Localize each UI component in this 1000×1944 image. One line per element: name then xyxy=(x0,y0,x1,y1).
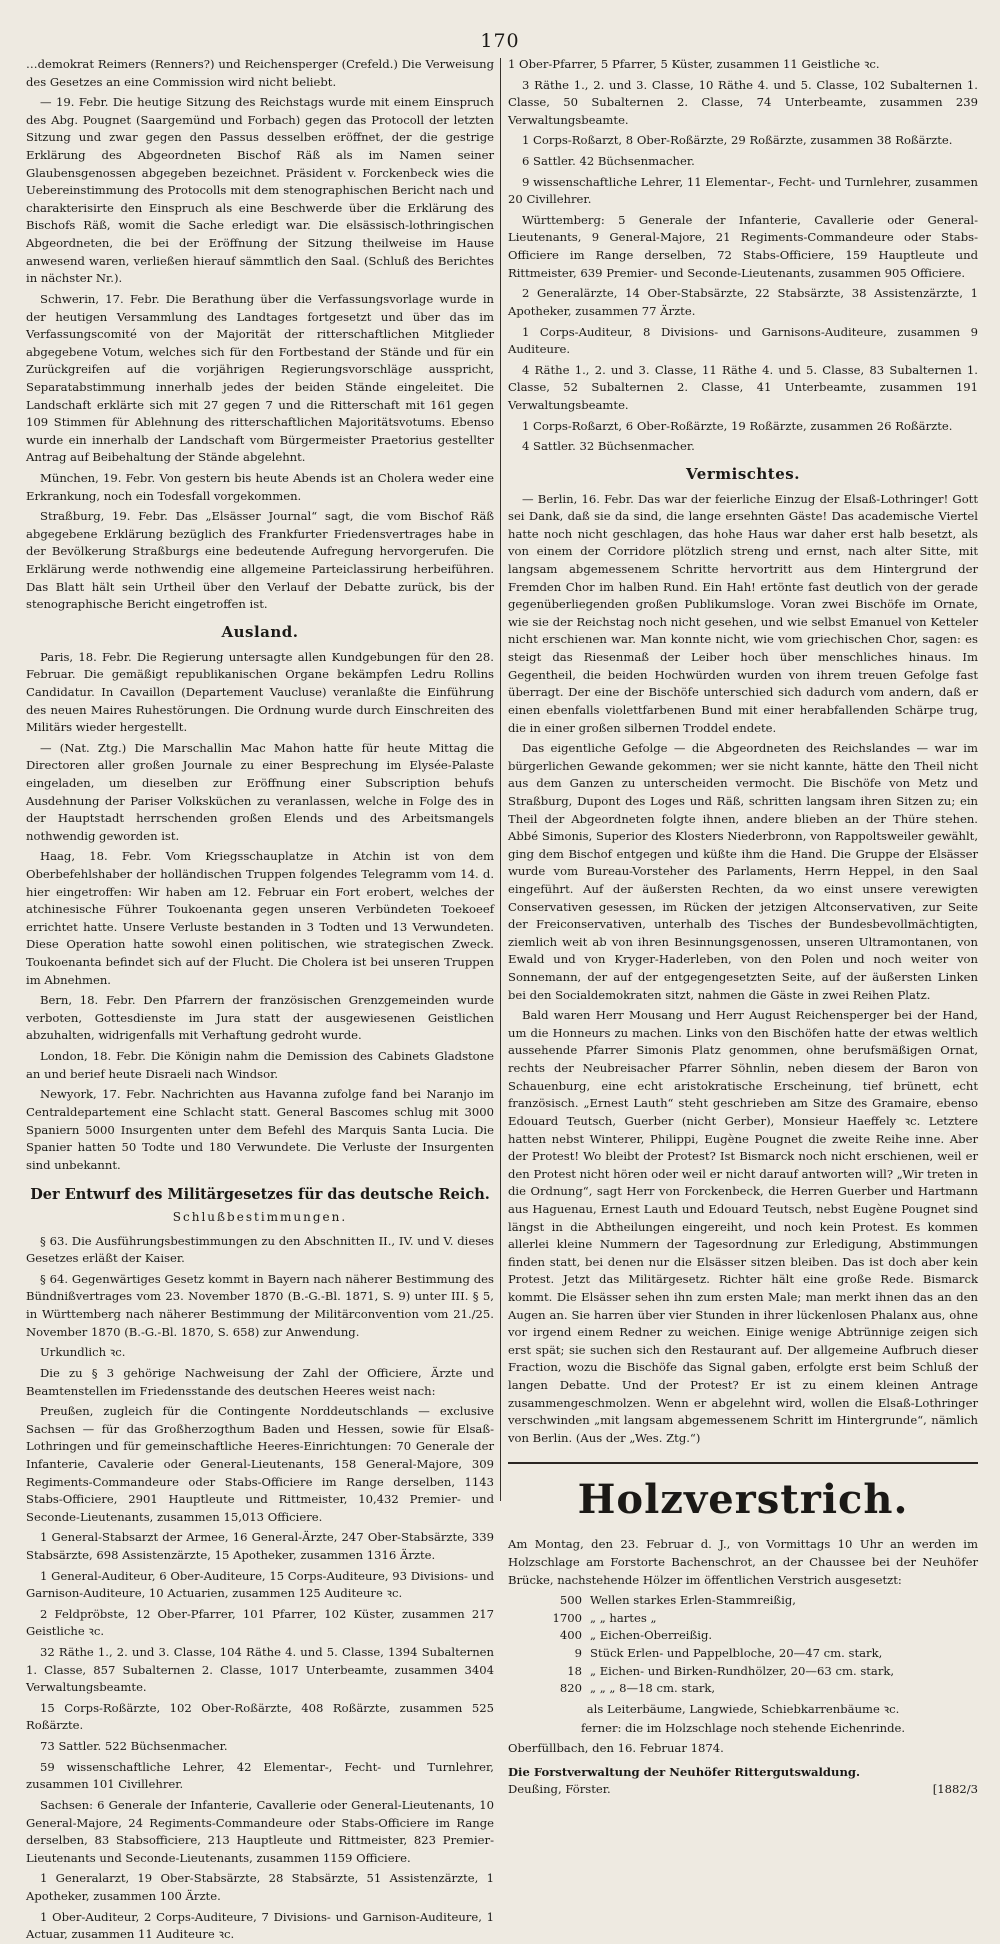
page-number: 170 xyxy=(480,30,520,52)
advertisement-row xyxy=(508,1592,978,1610)
paragraph: § 63. Die Ausführungsbestimmungen zu den Abschnitten II., IV. und V. dieses Gesetzes erläßt der Kaiser. xyxy=(26,1233,494,1266)
section-heading-vermischtes: Vermischtes. xyxy=(686,464,800,483)
advertisement-row xyxy=(508,1663,978,1681)
paragraph: 3 Räthe 1., 2. und 3. Classe, 10 Räthe 4. und 5. Classe, 102 Subalternen 1. Classe, 50 Subalternen 2. Classe, 74 Unterbeamte, zusammen 239 Verwaltungsbeamte. xyxy=(508,77,978,127)
advertisement-quantity: 400 xyxy=(559,1628,582,1643)
paragraph: 1 Ober-Auditeur, 2 Corps-Auditeure, 7 Divisions- und Garnison-Auditeure, 1 Actuar, zusammen 11 Auditeure ꝛc. xyxy=(26,1909,494,1942)
article-title: Der Entwurf des Militärgesetzes für das deutsche Reich. xyxy=(30,1186,490,1204)
paragraph: 1 Ober-Pfarrer, 5 Pfarrer, 5 Küster, zusammen 11 Geistliche ꝛc. xyxy=(508,57,880,71)
advertisement-row xyxy=(508,1645,978,1663)
paragraph: 59 wissenschaftliche Lehrer, 42 Elementar-, Fecht- und Turnlehrer, zusammen 101 Civillehrer. xyxy=(26,1759,494,1792)
advertisement-place-date: Oberfüllbach, den 16. Februar 1874. xyxy=(508,1741,724,1755)
paragraph: 1 Corps-Roßarzt, 6 Ober-Roßärzte, 19 Roßärzte, zusammen 26 Roßärzte. xyxy=(522,418,953,433)
section-heading-ausland: Ausland. xyxy=(221,622,299,641)
advertisement-center-line: als Leiterbäume, Langwiede, Schiebkarrenbäume ꝛc. xyxy=(586,1701,900,1716)
paragraph: 1 Corps-Roßarzt, 8 Ober-Roßärzte, 29 Roßärzte, zusammen 38 Roßärzte. xyxy=(522,133,953,148)
advertisement-reference: [1882/3 xyxy=(932,1782,978,1797)
advertisement-row xyxy=(508,1680,978,1698)
advertisement-description: „ „ „ 8—18 cm. stark, xyxy=(590,1681,716,1696)
advertisement-row xyxy=(508,1610,978,1628)
paragraph: 1 General-Auditeur, 6 Ober-Auditeure, 15 Corps-Auditeure, 93 Divisions- und Garnison-Auditeure, 10 Actuarien, zusammen 125 Auditeure ꝛc. xyxy=(26,1568,494,1601)
advertisement-wood-list xyxy=(508,1592,978,1698)
paragraph: Paris, 18. Febr. Die Regierung untersagte allen Kundgebungen für den 28. Februar. Die gemäßigt republikanischen Organe bekämpfen Ledru Rollins Candidatur. In Cavaillon (Departement Vaucluse) veranlaßte die Einführung des neuen Maires Ruhestörungen. Die Ordnung wurde durch Einschreiten des Militärs wieder hergestellt. xyxy=(26,649,494,735)
paragraph: Die zu § 3 gehörige Nachweisung der Zahl der Officiere, Ärzte und Beamtenstellen im Friedensstande des deutschen Heeres weist nach: xyxy=(26,1365,494,1398)
advertisement-issuer: Die Forstverwaltung der Neuhöfer Rittergutswaldung. xyxy=(508,1764,861,1779)
paragraph: 1 Generalarzt, 19 Ober-Stabsärzte, 28 Stabsärzte, 51 Assistenzärzte, 1 Apotheker, zusammen 100 Ärzte. xyxy=(26,1871,494,1903)
paragraph: 6 Sattler. 42 Büchsenmacher. xyxy=(522,154,695,169)
paragraph: — (Nat. Ztg.) Die Marschallin Mac Mahon hatte für heute Mittag die Directoren aller großen Journale zu einer Besprechung im Elysée-Palaste eingeladen, um dieselben zur Eröffnung einer Subscription behufs Ausdehnung der Pariser Volksküchen zu veranlassen, welche in Folge des in der Hauptstadt herrschenden großen Elends und des Arbeitsmangels nothwendig geworden ist. xyxy=(26,740,494,843)
paragraph: Sachsen: 6 Generale der Infanterie, Cavallerie oder General-Lieutenants, 10 General-Majore, 24 Regiments-Commandeure oder Stabs-Officiere im Range derselben, 83 Stabsofficiere, 213 Hauptleute und Rittmeister, 823 Premier- Lieutenants und Seconde-Lieutenants, zusammen 1159 Officiere. xyxy=(26,1797,494,1865)
advertisement-quantity: 820 xyxy=(559,1681,582,1696)
paragraph: — Berlin, 16. Febr. Das war der feierliche Einzug der Elsaß-Lothringer! Gott sei Dank, daß sie da sind, die lange ersehnten Gäste! Das academische Viertel hatte noch nicht geschlagen, das hohe Haus war daher erst halb besetzt, als von einem der Corridore plötzlich streng und ernst, nach alter Sitte, mit langsam abgemessenem Schritte hervortritt aus dem Hintergrund der Fremden Chor im halben Rund. Ein Hah! ertönte fast deutlich von der gerade gegenüberliegenden großen Publikumsloge. Voran zwei Bischöfe im Ornate, wie sie der Reichstag noch nicht gesehen, und wie selbst Emanuel von Ketteler nicht erschienen war. Man konnte nicht, wie vom griechischen Chor, sagen: es steigt das Riesenmaß der Leiber hoch über menschliches hinaus. Im Gegentheil, die beiden Hochwürden wurden von ihrem treuen Gefolge fast überragt. Der eine der Bischöfe unterschied sich dadurch vom andern, daß er einen ebenfalls violettfarbenen Bund mit einer herabfallenden Schärpe trug, die in einer großen silbernen Troddel endete. xyxy=(508,491,978,735)
paragraph: 1 Corps-Auditeur, 8 Divisions- und Garnisons-Auditeure, zusammen 9 Auditeure. xyxy=(508,324,978,357)
advertisement-description: Stück Erlen- und Pappelbloche, 20—47 cm. stark, xyxy=(590,1645,883,1660)
paragraph: 4 Räthe 1., 2. und 3. Classe, 11 Räthe 4. und 5. Classe, 83 Subalternen 1. Classe, 52 Subalternen 2. Classe, 41 Unterbeamte, zusammen 191 Verwaltungsbeamte. xyxy=(508,362,978,412)
paragraph: § 64. Gegenwärtiges Gesetz kommt in Bayern nach näherer Bestimmung des Bündnißvertrages vom 23. November 1870 (B.-G.-Bl. 1871, S. 9) unter III. § 5, in Württemberg nach näherer Bestimmung der Militärconvention vom 21./25. November 1870 (B.-G.-Bl. 1870, S. 658) zur Anwendung. xyxy=(26,1271,494,1339)
paragraph: Schwerin, 17. Febr. Die Berathung über die Verfassungsvorlage wurde in der heutigen Versammlung des Landtages fortgesetzt und über das im Verfassungscomité von der Majorität der ritterschaftlichen Mitglieder abgegebene Votum, welches sich für den Fortbestand der Stände und für ein Zurückgreifen auf die vorjährigen Regierungsvorschläge ausspricht, Separatabstimmung innerhalb jedes der beiden Stände eingeleitet. Die Landschaft erklärte sich mit 27 gegen 7 und die Ritterschaft mit 161 gegen 109 Stimmen für Ablehnung des ritterschaftlichen Majoritätsvotums. Ebenso wurde ein innerhalb der Landschaft vom Bürgermeister Praetorius gestellter Antrag auf Beibehaltung der Stände abgelehnt. xyxy=(26,291,494,465)
advertisement-description: „ Eichen-Oberreißig. xyxy=(590,1628,713,1643)
advertisement-quantity: 1700 xyxy=(552,1610,582,1625)
paragraph: London, 18. Febr. Die Königin nahm die Demission des Cabinets Gladstone an und berief heute Disraeli nach Windsor. xyxy=(26,1049,494,1081)
advertisement-assembly: ferner: die im Holzschlage noch stehende Eichenrinde. xyxy=(580,1721,906,1736)
advertisement-quantity: 18 xyxy=(567,1663,582,1678)
paragraph: — 19. Febr. Die heutige Sitzung des Reichstags wurde mit einem Einspruch des Abg. Pougnet (Saargemünd und Forbach) gegen das Protocoll der letzten Sitzung und zwar gegen den Passus desselben eröffnet, der die gestrige Erklärung des Abgeordneten Bischof Räß als im Namen seiner Glaubensgenossen abgegeben bezeichnet. Präsident v. Forckenbeck wies die Uebereinstimmung des Protocolls mit dem stenographischen Bericht nach und charakterisirte den Einspruch als eine Beschwerde über die Erklärung des Bischofs Räß, womit die Sache erledigt war. Die elsässisch-lothringischen Abgeordneten, die bei der Eröffnung der Sitzung theilweise im Hause anwesend waren, verließen hierauf sämmtlich den Saal. (Schluß des Berichtes in nächster Nr.). xyxy=(26,95,494,286)
advertisement-description: „ „ hartes „ xyxy=(590,1610,657,1625)
paragraph: 32 Räthe 1., 2. und 3. Classe, 104 Räthe 4. und 5. Classe, 1394 Subalternen 1. Classe, 857 Subalternen 2. Classe, 1017 Unterbeamte, zusammen 3404 Verwaltungsbeamte. xyxy=(26,1645,494,1695)
paragraph: Newyork, 17. Febr. Nachrichten aus Havanna zufolge fand bei Naranjo im Centraldepartement eine Schlacht statt. General Bascomes schlug mit 3000 Spaniern 5000 Insurgenten unter dem Befehl des Marquis Santa Lucia. Die Spanier hatten 50 Todte und 180 Verwundete. Die Verluste der Insurgenten sind unbekannt. xyxy=(26,1087,494,1172)
paragraph: Straßburg, 19. Febr. Das „Elsässer Journal“ sagt, die vom Bischof Räß abgegebene Erklärung bezüglich des Frankfurter Friedensvertrages habe in der Bevölkerung Straßburgs eine bedeutende Aufregung hervorgerufen. Die Erklärung werde nothwendig eine allgemeine Parteiclassirung herbeiführen. Das Blatt hält sein Urtheil über den Verlauf der Debatte zurück, bis der stenographische Bericht eingetroffen ist. xyxy=(26,509,494,612)
paragraph: Urkundlich ꝛc. xyxy=(40,1345,126,1360)
advertisement-description: „ Eichen- und Birken-Rundhölzer, 20—63 cm. stark, xyxy=(590,1663,895,1678)
paragraph: Das eigentliche Gefolge — die Abgeordneten des Reichslandes — war im bürgerlichen Gewande gekommen; wer sie nicht kannte, hätte den Theil nicht aus dem Ganzen zu unterscheiden vermocht. Die Bischöfe von Metz und Straßburg, Dupont des Loges und Räß, schritten langsam ihren Sitzen zu; ein Theil der Abgeordneten folgte ihnen, andere blieben an der Thüre stehen. Abbé Simonis, Superior des Klosters Niederbronn, von Rappoltsweiler gewählt, ging dem Bischof entgegen und küßte ihm die Hand. Die Gruppe der Elsässer wurde vom Bureau-Vorsteher des Parlaments, Herrn Heppel, in den Saal eingeführt. Auf der äußersten Rechten, da wo einst unsere verewigten Conservativen gesessen, im Rücken der jetzigen Altconservativen, zur Seite der Freiconservativen, unterhalb des Tisches der Bundesbevollmächtigten, ziemlich weit ab von ihren Besinnungsgenossen, unseren Ultramontanen, von Ewald und von Kryger-Haderleben, von den Polen und noch weiter von Sonnemann, der auf der entgegengesetzten Seite, auf der äußersten Linken bei den Socialdemokraten sitzt, nahmen die Gäste in zwei Reihen Platz. xyxy=(508,741,978,1002)
paragraph: …demokrat Reimers (Renners?) und Reichensperger (Crefeld.) Die Verweisung des Gesetzes an eine Commission wird nicht beliebt. xyxy=(26,57,494,89)
advertisement-quantity: 500 xyxy=(559,1593,582,1608)
article-subtitle: Schlußbestimmungen. xyxy=(172,1210,348,1225)
paragraph: 73 Sattler. 522 Büchsenmacher. xyxy=(40,1739,228,1754)
paragraph: 4 Sattler. 32 Büchsenmacher. xyxy=(522,439,695,454)
column-divider xyxy=(500,58,501,1501)
paragraph: 2 Generalärzte, 14 Ober-Stabsärzte, 22 Stabsärzte, 38 Assistenzärzte, 1 Apotheker, zusammen 77 Ärzte. xyxy=(508,286,978,318)
left-column xyxy=(26,56,494,1942)
paragraph: München, 19. Febr. Von gestern bis heute Abends ist an Cholera weder eine Erkrankung, noch ein Todesfall vorgekommen. xyxy=(26,471,494,503)
advertisement-intro: Am Montag, den 23. Februar d. J., von Vormittags 10 Uhr an werden im Holzschlage am Forstorte Bachenschrot, an der Chaussee bei der Neuhöfer Brücke, nachstehende Hölzer im öffentlichen Verstrich ausgesetzt: xyxy=(508,1537,978,1587)
advertisement-description: Wellen starkes Erlen-Stammreißig, xyxy=(590,1593,796,1608)
paragraph: 15 Corps-Roßärzte, 102 Ober-Roßärzte, 408 Roßärzte, zusammen 525 Roßärzte. xyxy=(26,1700,494,1733)
advertisement-rule xyxy=(508,1462,978,1464)
paragraph: Haag, 18. Febr. Vom Kriegsschauplatze in Atchin ist von dem Oberbefehlshaber der holländischen Truppen folgendes Telegramm vom 14. d. hier eingetroffen: Wir haben am 12. Februar ein Fort erobert, welches der atchinesische Führer Toukoenanta gegen unseren Verbündeten Toekoeef errichtet hatte. Unsere Verluste bestanden in 3 Todten und 13 Verwundeten. Diese Operation hatte sowohl einen politischen, wie strategischen Zweck. Toukoenanta befindet sich auf der Flucht. Die Cholera ist bei unseren Truppen im Abnehmen. xyxy=(26,849,494,987)
advertisement-title: Holzverstrich. xyxy=(577,1475,909,1523)
paragraph: 2 Feldpröbste, 12 Ober-Pfarrer, 101 Pfarrer, 102 Küster, zusammen 217 Geistliche ꝛc. xyxy=(26,1606,494,1639)
advertisement-signer: Deußing, Förster. xyxy=(508,1782,611,1797)
paragraph: Preußen, zugleich für die Contingente Norddeutschlands — exclusive Sachsen — für das Großherzogthum Baden und Hessen, sowie für Elsaß-Lothringen und für gemeinschaftliche Heeres-Einrichtungen: 70 Generale der Infanterie, Cavalerie oder General-Lieutenants, 158 General-Majore, 309 Regiments-Commandeure oder Stabs-Officiere im Range derselben, 1143 Stabs-Officiere, 2901 Hauptleute und Rittmeister, 10,432 Premier- und Seconde-Lieutenants, zusammen 15,013 Officiere. xyxy=(26,1404,494,1524)
advertisement-holzverstrich xyxy=(508,1470,978,1799)
advertisement-row xyxy=(508,1627,978,1645)
paragraph: Bald waren Herr Mousang und Herr August Reichensperger bei der Hand, um die Honneurs zu machen. Links von den Bischöfen hatte der etwas weltlich aussehende Pfarrer Simonis Platz genommen, ohne berufsmäßigen Ornat, rechts der Neubreisacher Pfarrer Söhnlin, neben diesem der Baron von Schauenburg, eine echt aristokratische Erscheinung, tief brünett, echt französisch. „Ernest Lauth“ steht geschrieben am Sitze des Gramaire, ebenso Edouard Teutsch, Guerber (nicht Gerber), Monsieur Haeffely ꝛc. Letztere hatten nebst Winterer, Philippi, Eugène Pougnet die zweite Reihe inne. Aber der Protest! Wo bleibt der Protest? Ist Bismarck noch nicht erschienen, weil er den Protest nicht hören oder weil er nicht darauf antworten will? „Wir treten in die Ordnung“, sagt Herr von Forckenbeck, die Herren Guerber und Hartmann aus Haguenau, Ernest Lauth und Edouard Teutsch, nebst Eugène Pougnet sind längst in die Abtheilungen eingereiht, und noch kein Protest. Es kommen allerlei kleine Nummern der Tagesordnung zur Erledigung, Abstimmungen finden statt, bei denen nur die Elsässer sitzen bleiben. Das ist doch aber kein Protest. Jetzt das Militärgesetz. Richter hält eine große Rede. Bismarck kommt. Die Elsässer sehen ihn zum ersten Male; man merkt ihnen das an den Augen an. Sie harren über vier Stunden in ihrer lückenlosen Phalanx aus, ohne vor irgend einem Redner zu weichen. Einige wenige Abtrünnige zeigen sich erst spät; sie suchen sich den Restaurant auf. Der allgemeine Aufbruch dieser Fraction, wozu die Bischöfe das Signal gaben, erfolgte erst beim Schluß der langen Debatte. Und der Protest? Er ist zu einem kleinen Antrage zusammengeschmolzen. Wenn er abgelehnt wird, wollen die Elsaß-Lothringer verschwinden „mit langsam abgemessenem Schritt im Hintergrunde“, nämlich von Berlin. (Aus der „Wes. Ztg.“) xyxy=(508,1008,978,1445)
advertisement-quantity: 9 xyxy=(574,1645,582,1660)
paragraph: 9 wissenschaftliche Lehrer, 11 Elementar-, Fecht- und Turnlehrer, zusammen 20 Civillehrer. xyxy=(508,174,978,207)
right-column xyxy=(508,56,978,1797)
paragraph: Bern, 18. Febr. Den Pfarrern der französischen Grenzgemeinden wurde verboten, Gottesdienste im Jura statt der ausgewiesenen Geistlichen abzuhalten, widrigenfalls mit Verhaftung gedroht wurde. xyxy=(26,993,494,1043)
paragraph: Württemberg: 5 Generale der Infanterie, Cavallerie oder General-Lieutenants, 9 General-Majore, 21 Regiments-Commandeure oder Stabs-Officiere im Range derselben, 72 Stabs-Officiere, 159 Hauptleute und Rittmeister, 639 Premier- und Seconde-Lieutenants, zusammen 905 Officiere. xyxy=(508,212,978,280)
paragraph: 1 General-Stabsarzt der Armee, 16 General-Ärzte, 247 Ober-Stabsärzte, 339 Stabsärzte, 698 Assistenzärzte, 15 Apotheker, zusammen 1316 Ärzte. xyxy=(26,1530,494,1562)
